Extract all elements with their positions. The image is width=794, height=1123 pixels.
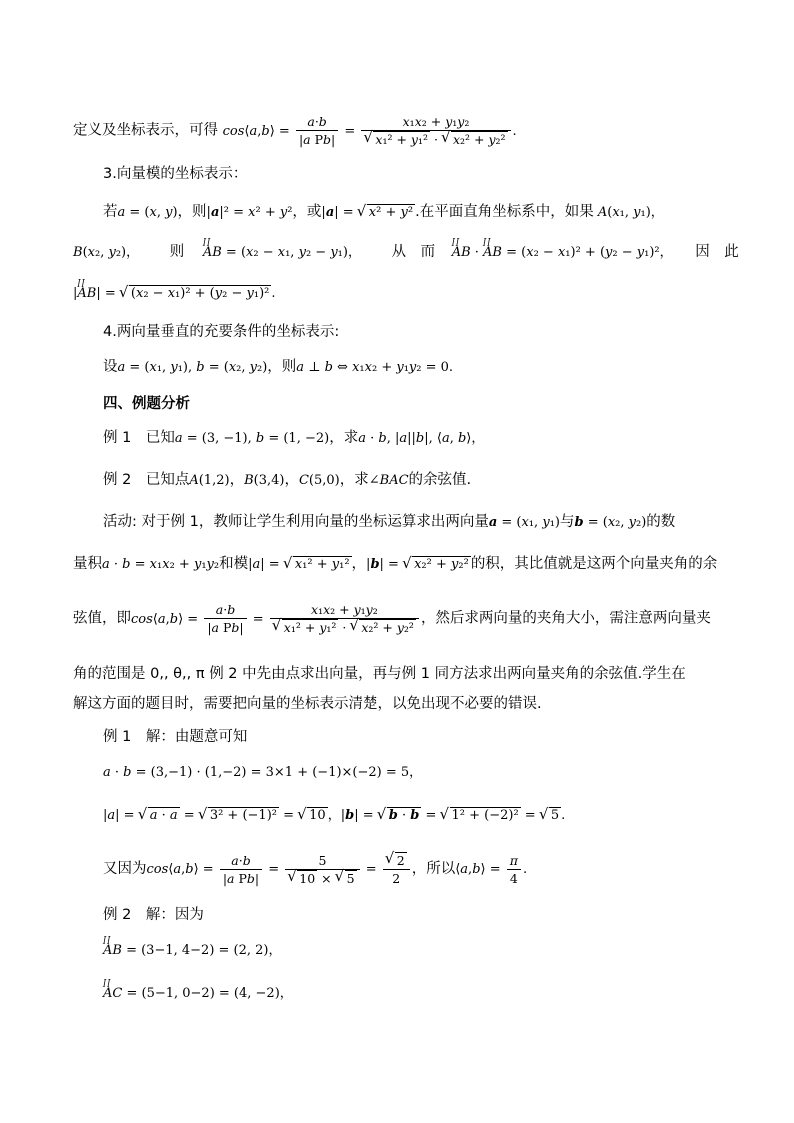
paragraph-modulus: 若a = (x, y)，则|a|² = x² + y²，或|a| = √ x² + y² .在平面直角坐标系中，如果 A(x₁, y₁)， (103, 202, 664, 223)
paragraph-cos-definition (73, 114, 517, 148)
example-2-statement: 例 2 已知点A(1,2)，B(3,4)，C(5,0)，求∠BAC的余弦值. (103, 472, 472, 488)
activity-line-1: 活动: 对于例 1，教师让学生利用向量的坐标运算求出两向量a = (x₁, y₁)与b = (x₂, y₂)的数 (103, 514, 676, 530)
solution-1-heading: 例 1 解：由题意可知 (103, 729, 248, 745)
solution-2-heading: 例 2 解：因为 (103, 907, 204, 923)
formula-cos-angle: cos⟨a,b⟩ = $\frac{a\cdot b}{\text{|a Pb|}}$ = x₁x₂ + y₁y₂ √ x₁² + y₁² · √ x₂² + y₂² . (223, 124, 517, 139)
solution-2-vector-ac: ꟾꟾ AC = (5−1, 0−2) = (4, −2)， (103, 983, 293, 1004)
text: 又因为 (103, 861, 147, 877)
text: 活动: 对于例 1，教师让学生利用向量的坐标运算求出两向量 (103, 514, 489, 530)
text: 则 (169, 244, 185, 260)
activity-line-3: 弦值，即cos⟨a,b⟩ = $\frac{a\cdot b}{\text{|a Pb|}}$ = x₁x₂ + y₁y₂ √ x₁² + y₁² · √ x₂² + y₂² ，然后求两向量的夹角大小，需注意两向量夹 (73, 602, 711, 636)
text: 若 (103, 204, 118, 220)
text: 因 此 (695, 244, 739, 260)
solution-1-cos: 又因为cos⟨a,b⟩ = $\frac{a\cdot b}{\text{|a Pb|}}$ = 5 √ 10 × √ 5 = √ $\frac{2}{2}$ ，所以⟨a,b⟩ = $\frac{\pi}{4}$ . (103, 852, 527, 887)
text: 从 而 (391, 244, 436, 260)
text: 设 (103, 359, 118, 375)
text: ，则 (267, 359, 297, 375)
solution-2-vector-ab: ꟾꟾ AB = (3−1, 4−2) = (2, 2)， (103, 940, 282, 961)
text: 与 (559, 514, 575, 530)
text: ，求 (339, 472, 369, 488)
activity-line-2: 量积a · b = x₁x₂ + y₁y₂和模|a| = √ x₁² + y₁² ，|b| = √ x₂² + y₂² 的积，其比值就是这两个向量夹角的余 (73, 554, 717, 575)
text: ，所以 (411, 861, 456, 877)
text: 的余弦值. (408, 472, 472, 488)
heading-perpendicular-condition: 4.两向量垂直的充要条件的坐标表示: (103, 324, 340, 340)
solution-1-dot-product: a · b = (3,−1) · (1,−2) = 3×1 + (−1)×(−2) = 5， (103, 765, 423, 780)
text: ，求 (329, 430, 359, 446)
text: 定义及坐标表示，可得 (73, 122, 218, 139)
activity-line-5: 解这方面的题目时，需要把向量的坐标表示清楚，以免出现不必要的错误. (73, 696, 542, 712)
activity-line-4: 角的范围是 0,, θ,, π 例 2 中先由点求出向量，再与例 1 同方法求出两向量夹角的余弦值.学生在 (73, 666, 686, 682)
example-1-statement: 例 1 已知a = (3, −1), b = (1, −2)，求a · b, |a||b|, ⟨a, b⟩， (103, 430, 485, 446)
formula-ab-modulus: |ꟾꟾ AB| = √ (x₂ − x₁)² + (y₂ − y₁)² . (73, 283, 276, 304)
heading-vector-modulus: 3.向量模的坐标表示： (103, 166, 248, 182)
text: .在平面直角坐标系中，如果 (415, 204, 594, 220)
text: ，或 (292, 204, 322, 220)
text: 的积，其比值就是这两个向量夹角的余 (470, 556, 718, 572)
solution-1-moduli: |a| = √ a · a = √ 3² + (−1)² = √ 10 ，|b| = √ b · b = √ 1² + (−2)² = √ 5 . (103, 805, 565, 826)
text: ，则 (177, 204, 207, 220)
text: 例 1 已知 (103, 430, 175, 446)
paragraph-vector-ab: B(x₂, y₂)， 则 ꟾꟾ AB = (x₂ − x₁, y₂ − y₁)， 从 而 ꟾꟾ AB · ꟾꟾ AB = (x₂ − x₁)² + (y₂ − y₁)²， 因 此 (73, 242, 723, 263)
text: ，然后求两向量的夹角大小，需注意两向量夹 (420, 610, 711, 627)
text: 例 2 已知点 (103, 472, 190, 488)
text: 的数 (646, 514, 676, 530)
paragraph-perpendicular: 设a = (x₁, y₁), b = (x₂, y₂)，则a ⊥ b ⇔ x₁x₂ + y₁y₂ = 0. (103, 359, 454, 375)
text: 和模 (219, 556, 249, 572)
text: 量积 (73, 556, 102, 572)
section-heading-examples: 四、例题分析 (103, 396, 190, 412)
text: 弦值，即 (73, 610, 131, 627)
